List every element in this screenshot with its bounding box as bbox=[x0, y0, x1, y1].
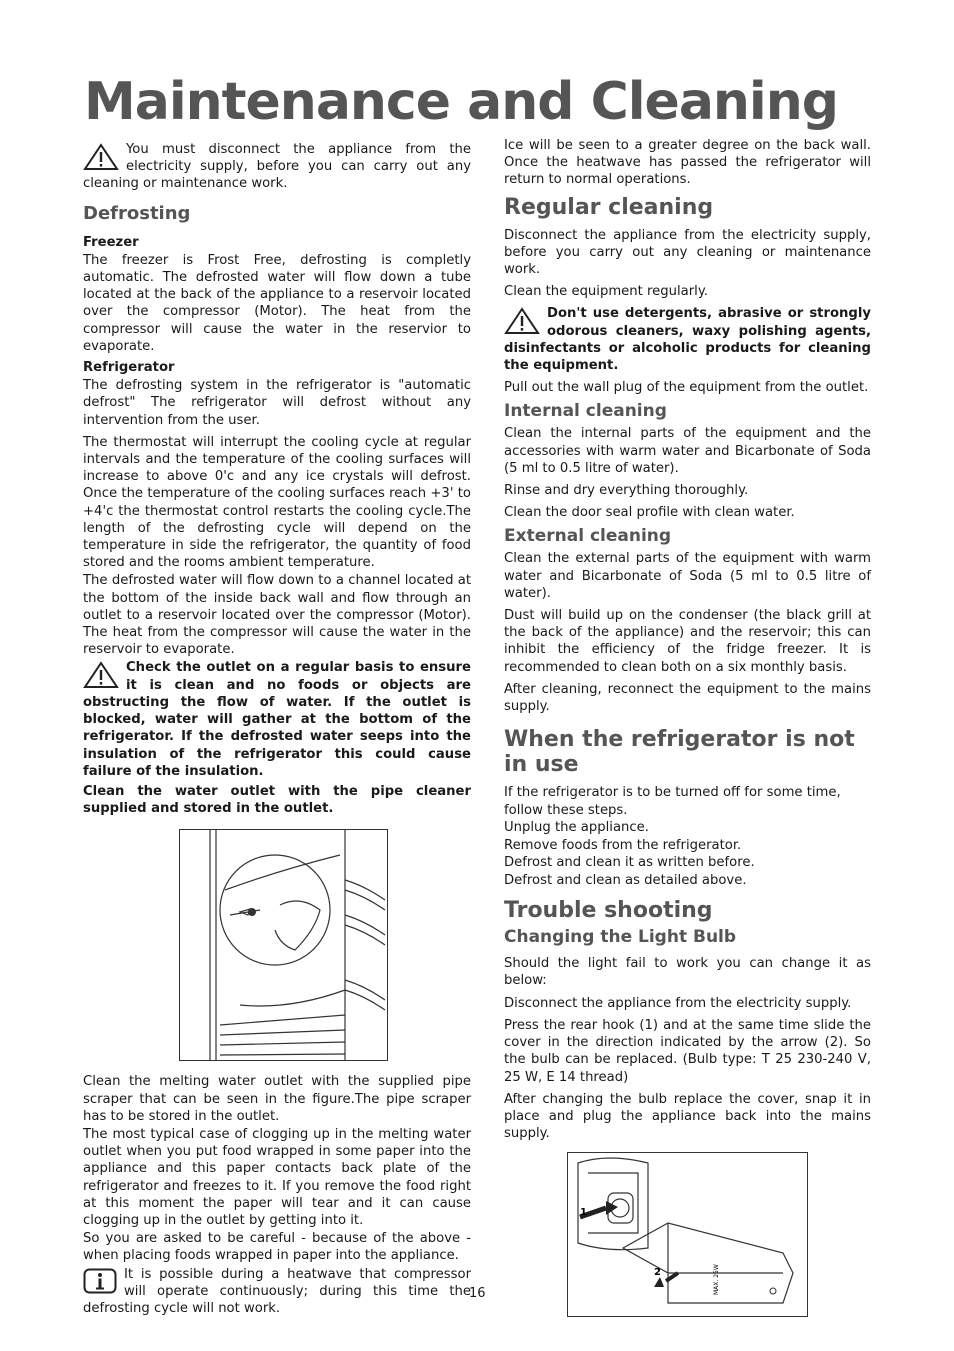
clogging-text: The most typical case of clogging up in the melting water outlet when you put food wrapped in some paper into the appliance and this paper contacts back plate of the refrigerator and freezes to it. If you remove the food right at this moment the paper will tear and it can cause clogging up in the outlet by getting into it. bbox=[83, 1126, 471, 1228]
warning-intro-text: You must disconnect the appliance from the electricity supply, before you can carry out any cleaning or maintenance work. bbox=[83, 142, 471, 192]
not-in-use-steps bbox=[504, 784, 871, 889]
refrigerator-label: Refrigerator bbox=[83, 360, 175, 376]
bulb-text-2: Disconnect the appliance from the electricity supply. bbox=[504, 995, 852, 1011]
page-number: 16 bbox=[469, 1286, 486, 1301]
defrosting-heading: Defrosting bbox=[83, 202, 191, 224]
not-in-use-heading: When the refrigerator is not in use bbox=[504, 727, 855, 778]
external-text-3: After cleaning, reconnect the equipment to the mains supply. bbox=[504, 681, 871, 715]
bulb-text-3: Press the rear hook (1) and at the same time slide the cover in the direction indicated by the arrow (2). So the bulb can be replaced. (Bulb type: T 25 230-240 V, 25 W, E 14 thread) bbox=[504, 1017, 871, 1085]
page-title: Maintenance and Cleaning bbox=[84, 72, 838, 132]
list-item: Unplug the appliance. bbox=[504, 820, 649, 836]
clean-outlet-instruction: Clean the water outlet with the pipe cleaner supplied and stored in the outlet. bbox=[83, 783, 471, 817]
info-icon bbox=[83, 1268, 117, 1294]
careful-text: So you are asked to be careful - because of the above - when placing foods wrapped in paper into the appliance. bbox=[83, 1231, 471, 1264]
clean-melting-text: Clean the melting water outlet with the supplied pipe scraper that can be seen in the figure.The pipe scraper has to be stored in the outlet. bbox=[83, 1074, 471, 1124]
pull-plug-text: Pull out the wall plug of the equipment from the outlet. bbox=[504, 380, 869, 396]
internal-cleaning-heading: Internal cleaning bbox=[504, 401, 667, 422]
figure-max-label: MAX. 25W bbox=[713, 1264, 720, 1296]
ice-text: Ice will be seen to a greater degree on the back wall. Once the heatwave has passed the refrigerator will return to normal operations. bbox=[504, 138, 871, 188]
freezer-label: Freezer bbox=[83, 234, 139, 250]
warning-intro bbox=[83, 141, 471, 193]
light-bulb-heading: Changing the Light Bulb bbox=[504, 927, 737, 948]
freezer-text: The freezer is Frost Free, defrosting is completly automatic. The defrosted water will flow down a tube located at the back of the appliance to a reservoir located over the compressor (Motor). The heat from the compressor will cause the water in the reservior to evaporate. bbox=[83, 252, 471, 354]
light-bulb-figure bbox=[567, 1152, 808, 1317]
warning-detergents bbox=[504, 305, 871, 374]
warning-icon bbox=[504, 307, 540, 335]
external-cleaning-heading: External cleaning bbox=[504, 526, 672, 547]
light-bulb-illustration bbox=[568, 1153, 807, 1316]
warning-outlet bbox=[83, 659, 471, 779]
external-text-1: Clean the external parts of the equipment with warm water and Bicarbonate of Soda (5 ml to 0.5 litre of water). bbox=[504, 551, 871, 601]
outlet-cleaning-figure bbox=[179, 829, 388, 1061]
regular-text-2: Clean the equipment regularly. bbox=[504, 284, 708, 300]
regular-cleaning-heading: Regular cleaning bbox=[504, 194, 714, 220]
bulb-text-4: After changing the bulb replace the cover, snap it in place and plug the appliance back into the mains supply. bbox=[504, 1091, 871, 1142]
figure-label-1: 1 bbox=[580, 1207, 587, 1219]
figure-label-2: 2 bbox=[654, 1267, 661, 1279]
defrost-water-text: The defrosted water will flow down to a channel located at the bottom of the inside back wall and flow through an outlet to a reservoir located over the compressor (Motor). The heat from the compressor will cause the water in the reservoir to evaporate. bbox=[83, 573, 471, 658]
trouble-shooting-heading: Trouble shooting bbox=[504, 898, 713, 924]
internal-text-2: Rinse and dry everything thoroughly. bbox=[504, 483, 749, 499]
refrigerator-text: The defrosting system in the refrigerator is "automatic defrost" The refrigerator will defrost without any intervention from the user. bbox=[83, 378, 471, 428]
left-column bbox=[83, 141, 471, 1318]
outlet-cleaning-illustration bbox=[180, 830, 387, 1060]
list-item: Remove foods from the refrigerator. bbox=[504, 837, 742, 853]
warning-icon bbox=[83, 661, 119, 689]
right-column bbox=[504, 138, 871, 1317]
info-heatwave-text: It is possible during a heatwave that compressor will operate continuously; during this time the defrosting cycle will not work. bbox=[83, 1266, 471, 1316]
external-text-2: Dust will build up on the condenser (the black grill at the back of the appliance) and the reservoir; this can inhibit the efficiency of the fridge freezer. It is recommended to clean both on a six monthly basis. bbox=[504, 608, 871, 675]
warning-outlet-text: Check the outlet on a regular basis to ensure it is clean and no foods or objects are obstructing the flow of water. If the outlet is blocked, water will gather at the bottom of the refrigerator. If the defrosted water seeps into the insulation of the refrigerator this could cause failure of the insulation. bbox=[83, 660, 471, 779]
list-item: Defrost and clean it as written before. bbox=[504, 855, 755, 871]
internal-text-1: Clean the internal parts of the equipment and the accessories with warm water and Bicarbonate of Soda (5 ml to 0.5 litre of water). bbox=[504, 426, 871, 476]
bulb-text-1: Should the light fail to work you can change it as below: bbox=[504, 956, 871, 989]
list-item: Defrost and clean as detailed above. bbox=[504, 872, 747, 888]
thermostat-text: The thermostat will interrupt the cooling cycle at regular intervals and the temperature of the cooling surfaces will increase to above 0'c and any ice crystals will defrost. Once the temperature of the cooling surfaces reach +3' to +4'c the thermostat control restarts the cooling cycle.The length of the defrosting cycle will depend on the temperature in side the refrigerator, the quantity of food stored and the rooms ambient temperature. bbox=[83, 434, 471, 571]
warning-icon bbox=[83, 143, 119, 171]
regular-text-1: Disconnect the appliance from the electricity supply, before you carry out any cleaning or maintenance work. bbox=[504, 227, 871, 278]
info-heatwave bbox=[83, 1266, 471, 1318]
warning-detergents-text: Don't use detergents, abrasive or strongly odorous cleaners, waxy polishing agents, disinfectants or alcoholic products for cleaning the equipment. bbox=[504, 306, 871, 374]
not-in-use-intro: If the refrigerator is to be turned off for some time, follow these steps. bbox=[504, 785, 841, 818]
internal-text-3: Clean the door seal profile with clean water. bbox=[504, 505, 795, 521]
